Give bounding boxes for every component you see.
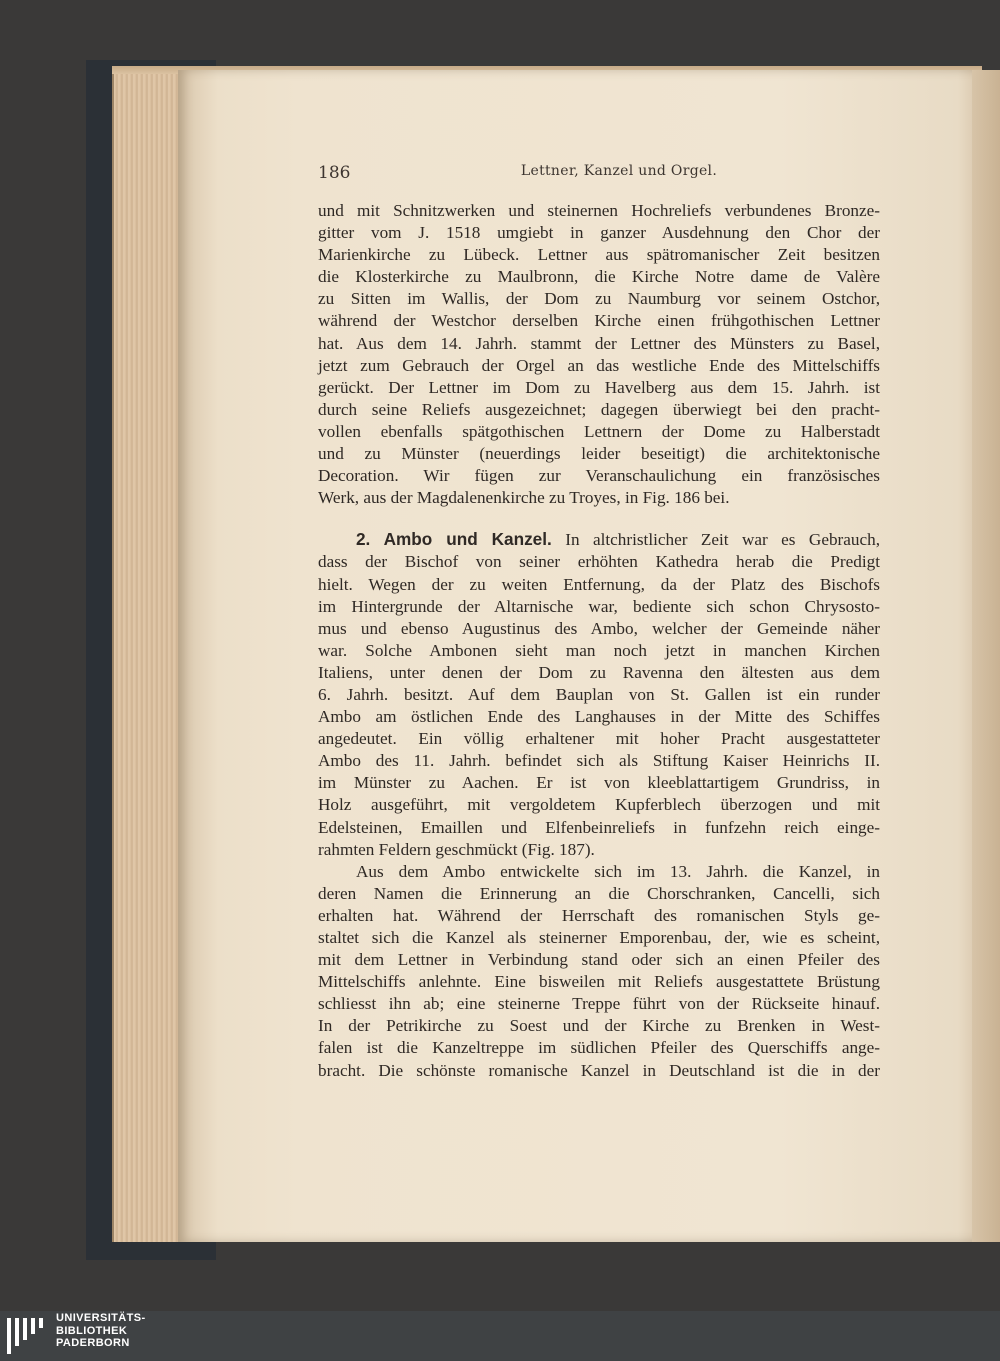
text-line: In der Petrikirche zu Soest und der Kirche zu Brenken in West- — [318, 1016, 880, 1036]
text-line: Holz ausgeführt, mit vergoldetem Kupferblech überzogen und mit — [318, 795, 880, 815]
body-text — [318, 200, 880, 1082]
text-fragment: In altchristlicher Zeit war es Gebrauch, — [565, 530, 881, 550]
text-line: Marienkirche zu Lübeck. Lettner aus spätromanischer Zeit besitzen — [318, 245, 880, 265]
text-line: deren Namen die Erinnerung an die Chorschranken, Cancelli, sich — [318, 883, 880, 903]
paragraph-kanzel — [318, 861, 880, 1082]
text-line: hat. Aus dem 14. Jahrh. stammt der Lettner des Münsters zu Basel, — [318, 333, 880, 353]
text-line: mus und ebenso Augustinus des Ambo, welcher der Gemeinde näher — [318, 618, 880, 638]
text-line: gitter vom J. 1518 umgiebt in ganzer Ausdehnung den Chor der — [318, 223, 880, 243]
paragraph-1 — [318, 200, 880, 509]
text-line: erhalten hat. Während der Herrschaft des romanischen Styls ge- — [318, 905, 880, 925]
text-line: Ambo des 11. Jahrh. befindet sich als Stiftung Kaiser Heinrichs II. — [318, 751, 880, 771]
section-first-line — [318, 528, 880, 551]
text-line: staltet sich die Kanzel als steinerner Emporenbau, der, wie es scheint, — [318, 928, 880, 947]
text-line: Mittelschiffs anlehnte. Eine bisweilen mit Reliefs ausgestattete Brüstung — [318, 972, 880, 992]
page-gutter — [972, 70, 1000, 1242]
page-edges — [112, 74, 186, 1242]
text-line: war. Solche Ambonen sieht man noch jetzt in manchen Kirchen — [318, 640, 880, 660]
text-line: und mit Schnitzwerken und steinernen Hochreliefs verbundenes Bronze- — [318, 201, 880, 220]
text-line: die Klosterkirche zu Maulbronn, die Kirche Notre dame de Valère — [318, 267, 880, 287]
footer-bar — [0, 1311, 1000, 1361]
text-line: durch seine Reliefs ausgezeichnet; dagegen überwiegt bei den pracht- — [318, 399, 880, 419]
text-line: im Hintergrunde der Altarnische war, bediente sich schon Chrysosto- — [318, 596, 880, 616]
library-name-line: UNIVERSITÄTS- — [56, 1312, 146, 1324]
text-line: jetzt zum Gebrauch der Orgel an das westliche Ende des Mittelschiffs — [318, 355, 880, 375]
library-name — [56, 1312, 146, 1350]
text-line: Italiens, unter denen der Dom zu Ravenna den ältesten aus dem — [318, 662, 880, 682]
section-gap — [318, 509, 880, 528]
text-line: zu Sitten im Wallis, der Dom zu Naumburg vor seinem Ostchor, — [318, 289, 880, 309]
text-line: Ambo am östlichen Ende des Langhauses in der Mitte des Schiffes — [318, 707, 880, 727]
text-line: mit dem Lettner in Verbindung stand oder sich an einen Pfeiler des — [318, 950, 880, 970]
text-line: Decoration. Wir fügen zur Veranschaulichung ein französisches — [318, 466, 880, 486]
running-title: Lettner, Kanzel und Orgel. — [520, 163, 718, 179]
text-line: 6. Jahrh. besitzt. Auf dem Bauplan von St. Gallen ist ein runder — [318, 684, 880, 704]
text-line: schliesst ihn ab; eine steinerne Treppe führt von der Rückseite hinauf. — [318, 994, 880, 1014]
library-name-line: PADERBORN — [56, 1337, 130, 1349]
text-line: Aus dem Ambo entwickelte sich im 13. Jahrh. die Kanzel, in — [356, 861, 880, 881]
text-line: hielt. Wegen der zu weiten Entfernung, da der Platz des Bischofs — [318, 574, 880, 594]
text-line: bracht. Die schönste romanische Kanzel in Deutschland ist die in der — [318, 1060, 880, 1080]
text-line: rahmten Feldern geschmückt (Fig. 187). — [318, 839, 595, 859]
section-ambo-und-kanzel — [318, 528, 880, 860]
text-line: gerückt. Der Lettner im Dom zu Havelberg aus dem 15. Jahrh. ist — [318, 377, 880, 397]
text-line: vollen ebenfalls spätgothischen Lettnern der Dome zu Halberstadt — [318, 421, 880, 441]
running-head — [318, 163, 880, 187]
library-name-line: BIBLIOTHEK — [56, 1324, 128, 1337]
text-line: Edelsteinen, Emaillen und Elfenbeinreliefs in funfzehn reich einge- — [318, 817, 880, 837]
section-heading: 2. Ambo und Kanzel. — [356, 529, 552, 550]
library-logo-icon — [6, 1316, 46, 1356]
text-line: dass der Bischof von seiner erhöhten Kathedra herab die Predigt — [318, 552, 880, 572]
text-line: im Münster zu Aachen. Er ist von kleeblattartigem Grundriss, in — [318, 773, 880, 793]
text-line: während der Westchor derselben Kirche einen frühgothischen Lettner — [318, 311, 880, 331]
page-number: 186 — [318, 163, 351, 183]
text-line: und zu Münster (neuerdings leider beseitigt) die architektonische — [318, 444, 880, 464]
text-line: angedeutet. Ein völlig erhaltener mit hoher Pracht ausgestatteter — [318, 729, 880, 749]
text-line: falen ist die Kanzeltreppe im südlichen Pfeiler des Querschiffs ange- — [318, 1038, 880, 1058]
text-line: Werk, aus der Magdalenenkirche zu Troyes, in Fig. 186 bei. — [318, 488, 730, 508]
